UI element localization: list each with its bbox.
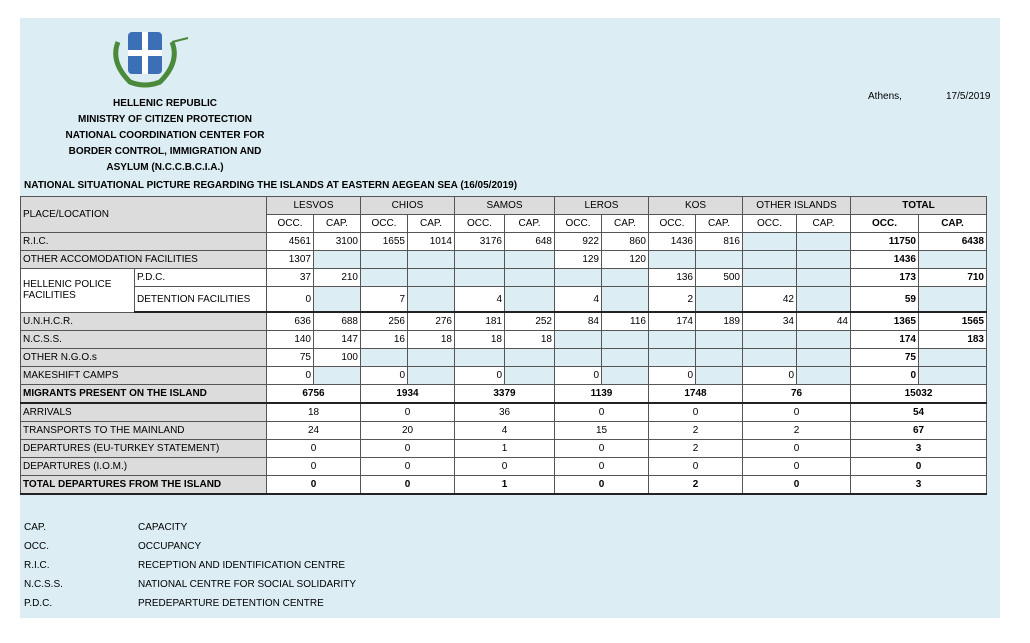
value-cell <box>602 287 649 313</box>
table-row <box>21 331 987 349</box>
value-cell <box>743 251 797 269</box>
row-label: N.C.S.S. <box>21 331 267 349</box>
value-cell <box>649 349 696 367</box>
table-row <box>21 367 987 385</box>
value-cell: 0 <box>361 458 455 476</box>
legend-text: CAPACITY <box>138 522 188 533</box>
total-cell <box>919 287 987 313</box>
value-cell: 18 <box>455 331 505 349</box>
value-cell: 0 <box>267 440 361 458</box>
table-header-row <box>21 197 987 215</box>
coat-of-arms-emblem <box>100 22 190 90</box>
value-cell <box>797 367 851 385</box>
legend-text: NATIONAL CENTRE FOR SOCIAL SOLIDARITY <box>138 579 356 590</box>
value-cell: 0 <box>649 367 696 385</box>
table-row <box>21 312 987 331</box>
value-cell: 0 <box>555 458 649 476</box>
value-cell: 3100 <box>314 233 361 251</box>
value-cell: 189 <box>696 312 743 331</box>
value-cell: 4 <box>455 422 555 440</box>
report-title: NATIONAL SITUATIONAL PICTURE REGARDING THE ISLANDS AT EASTERN AEGEAN SEA (16/05/2019) <box>24 180 518 191</box>
value-cell: 0 <box>743 476 851 495</box>
table-row <box>21 233 987 251</box>
island-header: SAMOS <box>455 197 555 215</box>
situation-table <box>20 196 987 495</box>
row-label: ARRIVALS <box>21 403 267 422</box>
value-cell: 0 <box>455 367 505 385</box>
value-cell <box>797 349 851 367</box>
value-cell <box>797 233 851 251</box>
value-cell: 4 <box>455 287 505 313</box>
total-cell: 59 <box>851 287 919 313</box>
value-cell <box>602 349 649 367</box>
value-cell: 252 <box>505 312 555 331</box>
value-cell: 922 <box>555 233 602 251</box>
value-cell <box>743 233 797 251</box>
org-line: HELLENIC REPUBLIC <box>113 98 217 109</box>
row-label: TOTAL DEPARTURES FROM THE ISLAND <box>21 476 267 495</box>
value-cell: 500 <box>696 269 743 287</box>
table-row <box>21 287 987 313</box>
org-line: BORDER CONTROL, IMMIGRATION AND <box>68 146 262 157</box>
value-cell: 0 <box>555 440 649 458</box>
legend-text: RECEPTION AND IDENTIFICATION CENTRE <box>138 560 346 571</box>
value-cell <box>797 331 851 349</box>
value-cell <box>408 269 455 287</box>
total-cell <box>919 349 987 367</box>
value-cell: 2 <box>649 422 743 440</box>
value-cell <box>649 251 696 269</box>
value-cell: 174 <box>649 312 696 331</box>
occ-header: OCC. <box>743 215 797 233</box>
value-cell <box>743 269 797 287</box>
row-label: U.N.H.C.R. <box>21 312 267 331</box>
value-cell: 16 <box>361 331 408 349</box>
value-cell: 1 <box>455 440 555 458</box>
value-cell: 688 <box>314 312 361 331</box>
island-header: LESVOS <box>267 197 361 215</box>
value-cell <box>797 287 851 313</box>
island-header: TOTAL <box>851 197 987 215</box>
value-cell <box>505 287 555 313</box>
row-label: R.I.C. <box>21 233 267 251</box>
island-header: KOS <box>649 197 743 215</box>
value-cell: 36 <box>455 403 555 422</box>
legend-abbr: R.I.C. <box>24 560 50 571</box>
total-cell: 0 <box>851 367 919 385</box>
legend-text: OCCUPANCY <box>138 541 202 552</box>
table-row <box>21 458 987 476</box>
value-cell <box>314 251 361 269</box>
value-cell: 18 <box>505 331 555 349</box>
total-cell: 6438 <box>919 233 987 251</box>
value-cell: 44 <box>797 312 851 331</box>
value-cell <box>649 331 696 349</box>
value-cell <box>455 269 505 287</box>
row-label: DEPARTURES (I.O.M.) <box>21 458 267 476</box>
value-cell <box>602 331 649 349</box>
value-cell <box>505 367 555 385</box>
police-facilities-label: HELLENIC POLICE FACILITIES <box>21 269 135 313</box>
island-header: OTHER ISLANDS <box>743 197 851 215</box>
value-cell: 0 <box>649 458 743 476</box>
value-cell <box>361 269 408 287</box>
value-cell: 42 <box>743 287 797 313</box>
total-cell: 173 <box>851 269 919 287</box>
occ-header: OCC. <box>267 215 314 233</box>
cap-header: CAP. <box>314 215 361 233</box>
row-label: MAKESHIFT CAMPS <box>21 367 267 385</box>
org-line: MINISTRY OF CITIZEN PROTECTION <box>78 114 252 125</box>
row-label: P.D.C. <box>135 269 267 287</box>
value-cell: 18 <box>267 403 361 422</box>
row-label: OTHER ACCOMODATION FACILITIES <box>21 251 267 269</box>
total-cell: 1436 <box>851 251 919 269</box>
island-header: LEROS <box>555 197 649 215</box>
table-row <box>21 403 987 422</box>
value-cell: 1307 <box>267 251 314 269</box>
value-cell: 256 <box>361 312 408 331</box>
value-cell: 116 <box>602 312 649 331</box>
value-cell: 648 <box>505 233 555 251</box>
value-cell: 24 <box>267 422 361 440</box>
value-cell: 210 <box>314 269 361 287</box>
cap-header: CAP. <box>602 215 649 233</box>
value-cell: 3176 <box>455 233 505 251</box>
value-cell: 140 <box>267 331 314 349</box>
legend-abbr: N.C.S.S. <box>24 579 63 590</box>
value-cell: 0 <box>555 403 649 422</box>
table-row <box>21 349 987 367</box>
value-cell <box>314 287 361 313</box>
value-cell: 816 <box>696 233 743 251</box>
value-cell: 0 <box>743 440 851 458</box>
value-cell <box>696 287 743 313</box>
value-cell: 1748 <box>649 385 743 404</box>
value-cell: 0 <box>555 476 649 495</box>
legend-abbr: OCC. <box>24 541 49 552</box>
value-cell: 7 <box>361 287 408 313</box>
value-cell: 3379 <box>455 385 555 404</box>
row-label: DETENTION FACILITIES <box>135 287 267 313</box>
total-cell: 3 <box>851 440 987 458</box>
value-cell <box>696 349 743 367</box>
value-cell: 34 <box>743 312 797 331</box>
value-cell: 0 <box>361 367 408 385</box>
value-cell: 276 <box>408 312 455 331</box>
total-cell <box>919 251 987 269</box>
total-cell: 54 <box>851 403 987 422</box>
occ-header: OCC. <box>455 215 505 233</box>
value-cell: 84 <box>555 312 602 331</box>
legend-abbr: P.D.C. <box>24 598 53 609</box>
value-cell <box>455 251 505 269</box>
place-location-header: PLACE/LOCATION <box>21 197 267 233</box>
value-cell <box>602 367 649 385</box>
row-label: MIGRANTS PRESENT ON THE ISLAND <box>21 385 267 404</box>
total-cell: 183 <box>919 331 987 349</box>
row-label: TRANSPORTS TO THE MAINLAND <box>21 422 267 440</box>
value-cell: 2 <box>649 287 696 313</box>
total-cell: 0 <box>851 458 987 476</box>
total-cell: 1565 <box>919 312 987 331</box>
value-cell: 136 <box>649 269 696 287</box>
value-cell <box>797 251 851 269</box>
value-cell <box>797 269 851 287</box>
table-row <box>21 440 987 458</box>
cap-header: CAP. <box>696 215 743 233</box>
value-cell: 120 <box>602 251 649 269</box>
value-cell <box>696 367 743 385</box>
value-cell: 0 <box>267 287 314 313</box>
value-cell: 1139 <box>555 385 649 404</box>
value-cell: 0 <box>743 403 851 422</box>
value-cell <box>408 349 455 367</box>
value-cell <box>505 269 555 287</box>
total-cell: 11750 <box>851 233 919 251</box>
row-label: OTHER N.G.O.s <box>21 349 267 367</box>
value-cell: 75 <box>267 349 314 367</box>
value-cell: 1934 <box>361 385 455 404</box>
value-cell: 100 <box>314 349 361 367</box>
row-label: DEPARTURES (EU-TURKEY STATEMENT) <box>21 440 267 458</box>
total-cell: 15032 <box>851 385 987 404</box>
island-header: CHIOS <box>361 197 455 215</box>
value-cell <box>505 349 555 367</box>
value-cell: 0 <box>361 476 455 495</box>
value-cell <box>505 251 555 269</box>
value-cell: 6756 <box>267 385 361 404</box>
value-cell: 4561 <box>267 233 314 251</box>
value-cell: 1014 <box>408 233 455 251</box>
cap-header: CAP. <box>797 215 851 233</box>
legend-abbr: CAP. <box>24 522 47 533</box>
org-line: ASYLUM (N.C.C.B.C.I.A.) <box>106 162 224 173</box>
report-date: 17/5/2019 <box>946 91 991 102</box>
occ-header: OCC. <box>649 215 696 233</box>
value-cell: 15 <box>555 422 649 440</box>
city-label: Athens, <box>868 91 902 102</box>
total-cell <box>919 367 987 385</box>
org-line: NATIONAL COORDINATION CENTER FOR <box>65 130 265 141</box>
value-cell: 0 <box>361 403 455 422</box>
value-cell: 2 <box>649 476 743 495</box>
value-cell <box>602 269 649 287</box>
value-cell <box>743 349 797 367</box>
value-cell: 860 <box>602 233 649 251</box>
total-cell: 174 <box>851 331 919 349</box>
total-cell: 3 <box>851 476 987 495</box>
value-cell <box>743 331 797 349</box>
value-cell: 20 <box>361 422 455 440</box>
value-cell: 0 <box>649 403 743 422</box>
value-cell: 1655 <box>361 233 408 251</box>
value-cell: 2 <box>743 422 851 440</box>
value-cell <box>555 349 602 367</box>
value-cell: 181 <box>455 312 505 331</box>
table-row <box>21 385 987 404</box>
value-cell <box>361 349 408 367</box>
total-cell: 67 <box>851 422 987 440</box>
value-cell <box>408 367 455 385</box>
value-cell: 0 <box>743 458 851 476</box>
value-cell <box>361 251 408 269</box>
total-cell: 710 <box>919 269 987 287</box>
value-cell <box>555 269 602 287</box>
value-cell <box>696 251 743 269</box>
value-cell: 0 <box>267 476 361 495</box>
value-cell: 0 <box>267 367 314 385</box>
value-cell: 0 <box>455 458 555 476</box>
cap-header: CAP. <box>505 215 555 233</box>
value-cell: 76 <box>743 385 851 404</box>
value-cell: 37 <box>267 269 314 287</box>
report-sheet <box>20 18 1000 618</box>
occ-header: OCC. <box>851 215 919 233</box>
table-row <box>21 251 987 269</box>
table-row <box>21 269 987 287</box>
value-cell <box>455 349 505 367</box>
total-cell: 1365 <box>851 312 919 331</box>
value-cell <box>555 331 602 349</box>
occ-header: OCC. <box>361 215 408 233</box>
table-row <box>21 476 987 495</box>
value-cell: 129 <box>555 251 602 269</box>
cap-header: CAP. <box>408 215 455 233</box>
value-cell <box>408 287 455 313</box>
value-cell: 2 <box>649 440 743 458</box>
value-cell: 636 <box>267 312 314 331</box>
value-cell <box>696 331 743 349</box>
legend-text: PREDEPARTURE DETENTION CENTRE <box>138 598 324 609</box>
value-cell: 1436 <box>649 233 696 251</box>
value-cell <box>314 367 361 385</box>
value-cell: 147 <box>314 331 361 349</box>
value-cell: 0 <box>555 367 602 385</box>
total-cell: 75 <box>851 349 919 367</box>
table-row <box>21 422 987 440</box>
occ-header: OCC. <box>555 215 602 233</box>
value-cell: 1 <box>455 476 555 495</box>
value-cell: 4 <box>555 287 602 313</box>
value-cell: 0 <box>361 440 455 458</box>
value-cell: 0 <box>743 367 797 385</box>
value-cell <box>408 251 455 269</box>
cap-header: CAP. <box>919 215 987 233</box>
value-cell: 18 <box>408 331 455 349</box>
value-cell: 0 <box>267 458 361 476</box>
